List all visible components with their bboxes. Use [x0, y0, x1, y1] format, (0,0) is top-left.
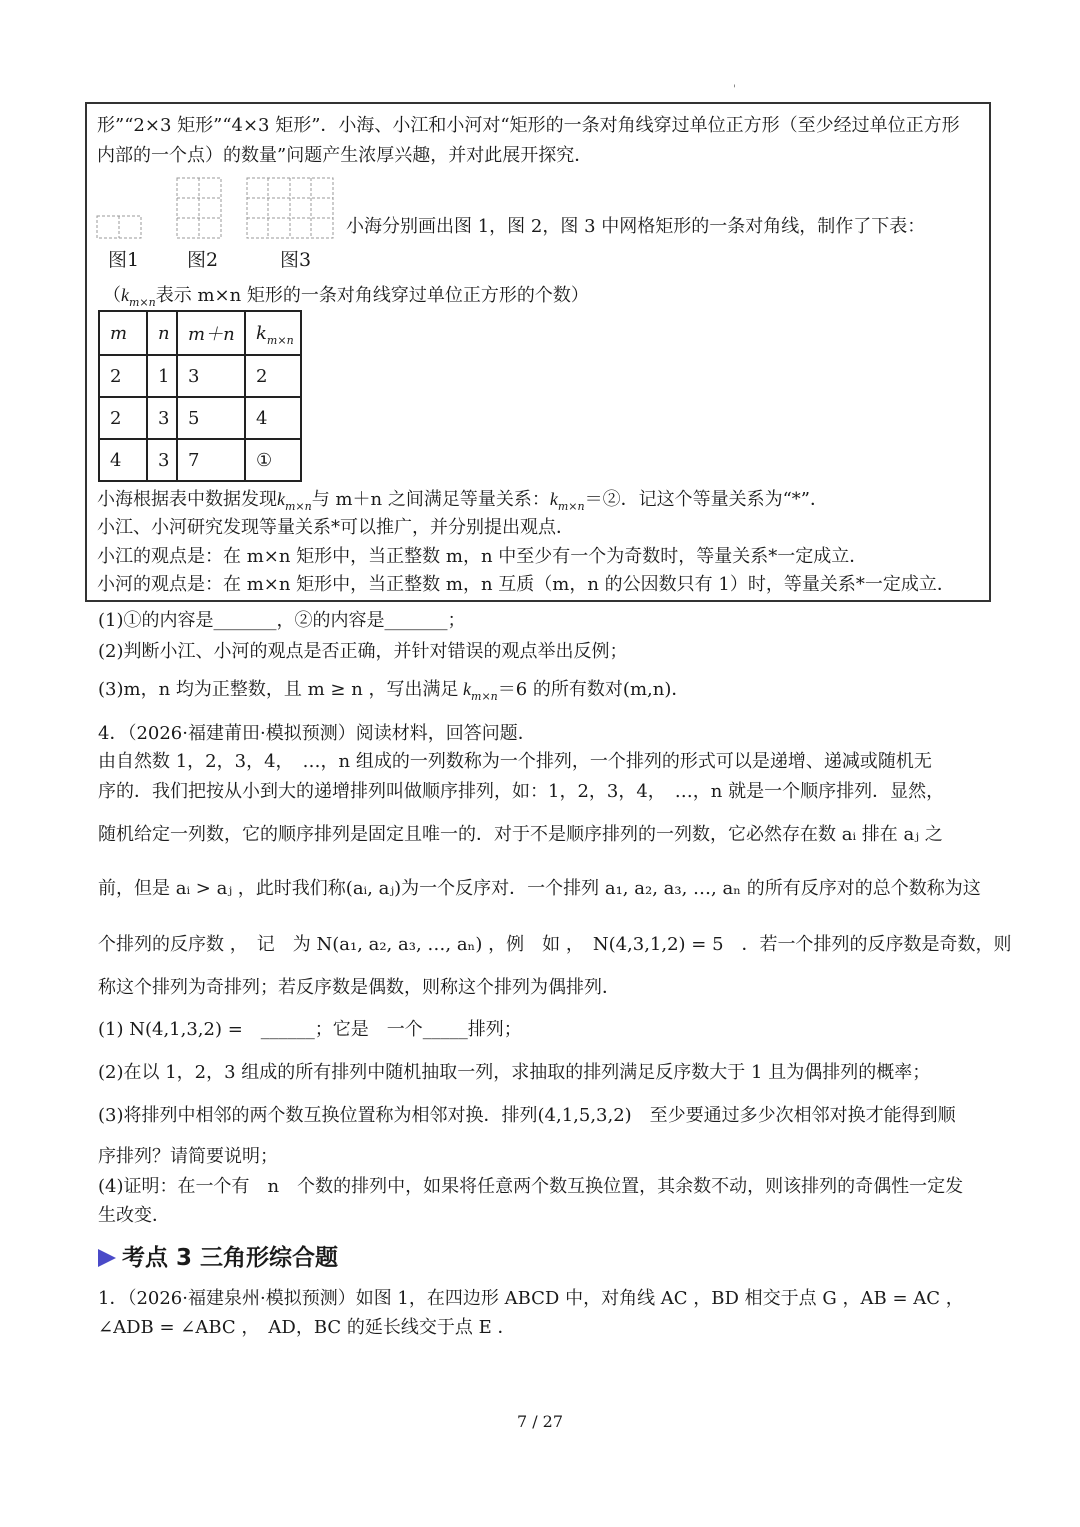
- q4-part-4a: (4)证明：在一个有 n 个数的排列中，如果将任意两个数互换位置，其余数不动，则该排列的奇偶性一定发: [98, 1176, 964, 1197]
- q3-part-1: (1)①的内容是_______，②的内容是_______；: [98, 610, 466, 631]
- table-cell: 3: [147, 397, 177, 439]
- box-line-he-view: 小河的观点是：在 m×n 矩形中，当正整数 m，n 互质（m，n 的公因数只有 1）时，等量关系*一定成立．: [97, 574, 955, 595]
- data-table: [98, 310, 302, 482]
- box-line-jiang: 小江、小河研究发现等量关系*可以推广，并分别提出观点．: [97, 517, 574, 538]
- figure-3-grid: [247, 178, 333, 238]
- figure-2-grid: [177, 178, 221, 238]
- q4-line-1: 由自然数 1，2，3，4， …，n 组成的一列数称为一个排列，一个排列的形式可以是递增、递减或随机无: [98, 751, 932, 772]
- header-m-plus-n: m＋n: [177, 311, 245, 355]
- header-k: $k_{m\times n}$: [245, 311, 301, 355]
- table-note-text: 表示 m×n 矩形的一条对角线穿过单位正方形的个数）: [155, 285, 589, 306]
- section-triangle-icon: [98, 1249, 116, 1267]
- figure-2-label: 图2: [187, 249, 219, 271]
- table-cell: 5: [177, 397, 245, 439]
- q4-line-2: 序的．我们把按从小到大的递增排列叫做顺序排列，如：1，2，3，4， …，n 就是一个顺序排列．显然，: [98, 781, 945, 802]
- section-heading: [98, 1243, 338, 1273]
- figure-caption: 小海分别画出图 1，图 2，图 3 中网格矩形的一条对角线，制作了下表：: [346, 216, 926, 237]
- section-title: 考点 3 三角形综合题: [122, 1245, 339, 1271]
- table-cell: 4: [245, 397, 301, 439]
- figure-3-label: 图3: [280, 249, 312, 271]
- table-note-open: （: [103, 285, 121, 306]
- figure-1-grid: [97, 216, 141, 238]
- table-cell: 2: [99, 355, 147, 397]
- q3-part-3: (3)m，n 均为正整数，且 m ≥ n ，写出满足 $k_{m\times n}=6$ 的所有数对(m,n)．: [98, 679, 690, 703]
- q4-part-4b: 生改变．: [98, 1205, 170, 1226]
- table-row: [99, 355, 301, 397]
- table-cell: 3: [177, 355, 245, 397]
- header-m: m: [99, 311, 147, 355]
- table-cell: 2: [99, 397, 147, 439]
- page-number: 7 / 27: [516, 1412, 564, 1431]
- table-row: [99, 397, 301, 439]
- table-cell: 4: [99, 439, 147, 481]
- k-subscript: m×n: [129, 296, 156, 309]
- q4-line-6: 称这个排列为奇排列；若反序数是偶数，则称这个排列为偶排列．: [98, 977, 620, 998]
- table-cell: ①: [245, 439, 301, 481]
- q4-line-5: 个排列的反序数 ， 记 为 N(a₁, a₂, a₃, …, aₙ) ，例 如 ， N(4,3,1,2) = 5 ．若一个排列的反序数是奇数，则: [98, 934, 1012, 955]
- table-cell: 2: [245, 355, 301, 397]
- q4-part-2: (2)在以 1，2，3 组成的所有排列中随机抽取一列，求抽取的排列满足反序数大于 1 且为偶排列的概率；: [98, 1062, 931, 1083]
- table-cell: 7: [177, 439, 245, 481]
- k-symbol: k: [121, 285, 129, 305]
- q4-title: 4．（2026·福建莆田·模拟预测）阅读材料，回答问题．: [98, 723, 536, 744]
- table-row: [99, 439, 301, 481]
- figure-1-label: 图1: [108, 249, 140, 271]
- q4-part-3b: 序排列？请简要说明；: [98, 1146, 278, 1167]
- q4-line-3: 随机给定一列数，它的顺序排列是固定且唯一的．对于不是顺序排列的一列数，它必然存在数 aᵢ 排在 aⱼ 之: [98, 824, 943, 845]
- box-line-1: 形”“2×3 矩形”“4×3 矩形”．小海、小江和小河对“矩形的一条对角线穿过单位正方形（至少经过单位正方形: [97, 115, 960, 136]
- q4-part-3a: (3)将排列中相邻的两个数互换位置称为相邻对换．排列(4,1,5,3,2) 至少要通过多少次相邻对换才能得到顺: [98, 1105, 956, 1126]
- grid-figures: [90, 172, 340, 244]
- section-q1-line-1: 1．（2026·福建泉州·模拟预测）如图 1，在四边形 ABCD 中，对角线 AC ，BD 相交于点 G ，AB = AC ，: [98, 1288, 964, 1309]
- box-line-jiang-view: 小江的观点是：在 m×n 矩形中，当正整数 m，n 中至少有一个为奇数时，等量关系*一定成立．: [97, 546, 868, 567]
- top-mark: ': [733, 84, 736, 95]
- q4-line-4: 前，但是 aᵢ > aⱼ ，此时我们称(aᵢ, aⱼ)为一个反序对．一个排列 a₁, a₂, a₃, …, aₙ 的所有反序对的总个数称为这: [98, 878, 981, 899]
- table-cell: 1: [147, 355, 177, 397]
- table-header-row: [99, 311, 301, 355]
- q4-part-1: (1) N(4,1,3,2) = ______；它是 一个_____排列；: [98, 1019, 522, 1040]
- header-n: n: [147, 311, 177, 355]
- q3-part-2: (2)判断小江、小河的观点是否正确，并针对错误的观点举出反例；: [98, 641, 628, 662]
- table-cell: 3: [147, 439, 177, 481]
- finding-line: 小海根据表中数据发现$k_{m\times n}$与 m＋n 之间满足等量关系：$k_{m\times n}=②$．记这个等量关系为“*”．: [97, 489, 828, 513]
- section-q1-line-2: ∠ADB = ∠ABC ， AD，BC 的延长线交于点 E ．: [98, 1317, 516, 1338]
- table-note: [103, 283, 589, 310]
- box-line-2: 内部的一个点）的数量”问题产生浓厚兴趣，并对此展开探究．: [97, 145, 593, 166]
